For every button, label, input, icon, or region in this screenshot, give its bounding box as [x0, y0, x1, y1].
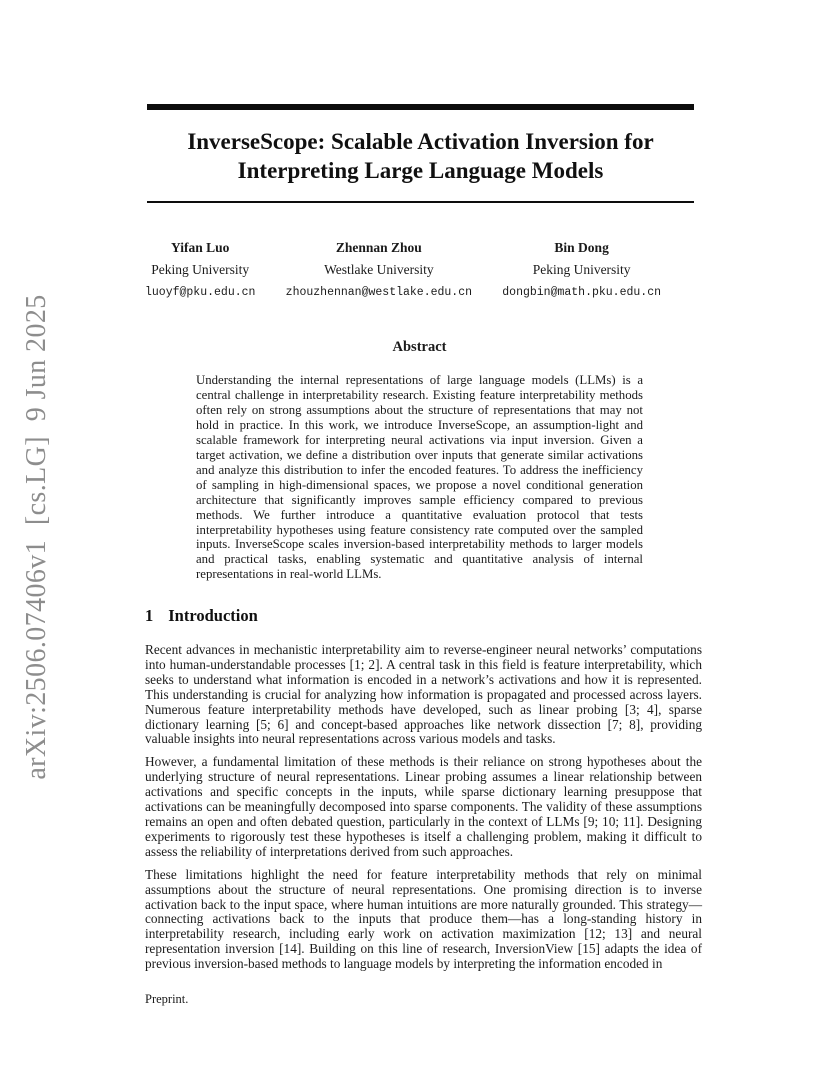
- author-email: zhouzhennan@westlake.edu.cn: [285, 286, 473, 299]
- author-card: [145, 240, 255, 299]
- author-affiliation: Westlake University: [324, 262, 434, 277]
- title-rule-top: [147, 104, 694, 110]
- author-affiliation: Peking University: [532, 262, 631, 277]
- abstract-heading: Abstract: [392, 339, 447, 355]
- introduction-section: [145, 606, 702, 980]
- author-block: [145, 240, 661, 299]
- author-name: Bin Dong: [554, 240, 609, 255]
- author-name: Zhennan Zhou: [335, 240, 422, 255]
- paper-title-line2: Interpreting Large Language Models: [237, 158, 604, 184]
- title-block: [147, 104, 694, 203]
- abstract-section: [196, 339, 643, 582]
- abstract-text: Understanding the internal representations of large language models (LLMs) is a central challenge in interpretability research. Existing feature interpretability methods often rely on strong assumptions about the structure of representations that may not hold in practice. In this work, we introduce InverseScope, an assumption-light and scalable framework for interpreting neural activations via input inversion. Given a target activation, we define a distribution over inputs that generate similar activations and analyze this distribution to infer the encoded features. To address the inefficiency of sampling in high-dimensional spaces, we propose a novel conditional generation architecture that significantly improves sample efficiency compared to previous methods. We further introduce a quantitative evaluation protocol that tests interpretability hypotheses using feature consistency rate computed over the sampled inputs. InverseScope scales inversion-based interpretability methods to larger models and practical tasks, enabling systematic and quantitative analysis of internal representations in real-world LLMs.: [196, 373, 643, 582]
- paper-title-line1: InverseScope: Scalable Activation Inversion for: [187, 129, 654, 154]
- footer-note: Preprint.: [145, 992, 189, 1006]
- section-heading: [145, 606, 702, 626]
- author-card: [502, 240, 661, 299]
- paper-title: [147, 127, 694, 186]
- author-card: [286, 240, 472, 299]
- paragraph: These limitations highlight the need for feature interpretability methods that rely on minimal assumptions about the structure of neural representations. One promising direction is to inverse activation back to the input space, where human intuitions are more naturally grounded. This strategy—connecting activations back to the inputs that produce them—has a long-standing history in interpretability research, including early work on activation maximization [12; 13] and neural representation inversion [14]. Building on this line of research, InversionView [15] adapts the idea of previous inversion-based methods to language models by interpreting the information encoded in: [145, 866, 702, 972]
- author-name: Yifan Luo: [171, 240, 230, 255]
- paragraph: Recent advances in mechanistic interpretability aim to reverse-engineer neural networks’ computations into human-understandable processes [1; 2]. A central task in this field is feature interpretability, which seeks to understand what information is encoded in a network’s activations and how it is represented. This understanding is crucial for analyzing how information is propagated and processed across layers. Numerous feature interpretability methods have developed, such as linear probing [3; 4], sparse dictionary learning [5; 6] and concept-based approaches like network dissection [7; 8], providing valuable insights into neural representations across various models and tasks.: [145, 642, 702, 747]
- title-rule-bottom: [147, 201, 694, 203]
- author-email: luoyf@pku.edu.cn: [145, 286, 256, 299]
- paragraph: However, a fundamental limitation of these methods is their reliance on strong hypotheses about the underlying structure of neural representations. Linear probing assumes a linear relationship between activations and specific concepts in the inputs, while sparse dictionary learning presuppose that activations can be meaningfully decomposed into sparse components. The validity of these assumptions remains an open and often debated question, particularly in the context of LLMs [9; 10; 11]. Designing experiments to rigorously test these hypotheses is itself a challenging problem, making it difficult to assess the reliability of interpretations derived from such approaches.: [145, 754, 702, 859]
- section-title: Introduction: [168, 606, 258, 625]
- author-email: dongbin@math.pku.edu.cn: [502, 286, 661, 299]
- arxiv-banner: arXiv:2506.07406v1 [cs.LG] 9 Jun 2025: [21, 294, 52, 780]
- author-affiliation: Peking University: [151, 262, 250, 277]
- section-number: 1: [145, 606, 154, 625]
